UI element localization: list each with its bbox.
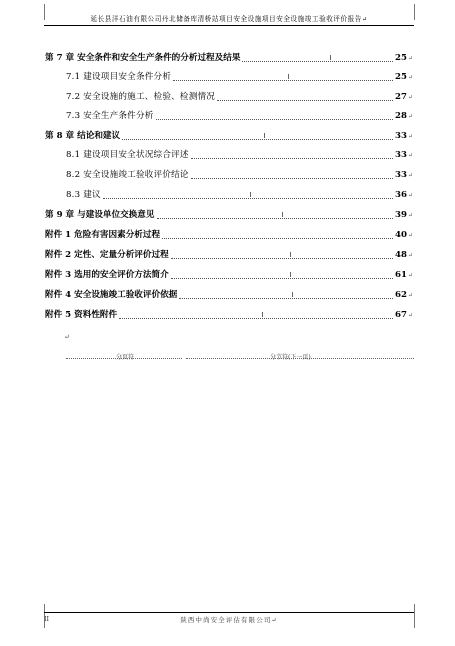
toc-para-mark: ↵ (407, 312, 413, 319)
toc-para-mark: ↵ (407, 152, 413, 159)
toc-leader-dots (171, 258, 393, 259)
toc-para-mark: ↵ (407, 212, 413, 219)
toc-para-mark: ↵ (407, 74, 413, 81)
toc-entry-label: 第 7 章 安全条件和安全生产条件的分析过程及结果 (45, 53, 241, 63)
section-break-label: 分节符(下一页) (270, 354, 311, 361)
toc-entry-page: 25 (395, 72, 407, 82)
toc-entry-label: 附件 4 安全设施竣工验收评价依据 (45, 290, 178, 300)
toc-entry-label: 8.1 建设项目安全状况综合评述 (66, 150, 189, 160)
toc-entry-label: 7.2 安全设施的施工、检验、检测情况 (66, 92, 216, 102)
toc-para-mark: ↵ (407, 272, 413, 279)
toc-entry[interactable] (45, 53, 413, 64)
toc-entry-page: 33 (395, 150, 407, 160)
toc-entry[interactable] (66, 72, 413, 83)
toc-para-mark: ↵ (407, 133, 413, 140)
toc-entry[interactable] (45, 230, 413, 241)
toc-entry-page: 67 (395, 310, 407, 320)
toc-entry-page: 25 (395, 53, 407, 63)
toc-entry[interactable] (66, 150, 413, 161)
tab-stop-marker (250, 192, 251, 197)
tab-stop-marker (330, 55, 331, 60)
toc-leader-dots (157, 218, 394, 219)
toc-entry-page: 40 (395, 230, 407, 240)
toc-leader-dots (179, 298, 393, 299)
page-footer (44, 615, 414, 624)
toc-leader-dots (162, 238, 393, 239)
toc-entry[interactable] (66, 92, 413, 103)
toc-para-mark: ↵ (407, 192, 413, 199)
toc-leader-dots (122, 139, 393, 140)
toc-entry[interactable] (66, 190, 413, 201)
crop-mark-top-right-v (414, 4, 415, 20)
tab-stop-marker (290, 272, 291, 277)
toc-para-mark: ↵ (407, 252, 413, 259)
toc-entry-label: 附件 2 定性、定量分析评价过程 (45, 250, 169, 260)
toc-entry-label: 7.1 建设项目安全条件分析 (66, 72, 172, 82)
tab-stop-marker (262, 312, 263, 317)
tab-stop-marker (282, 212, 283, 217)
toc-leader-dots (156, 119, 393, 120)
toc-entry-label: 8.2 安全设施竣工验收评价结论 (66, 170, 189, 180)
toc-entry[interactable] (66, 111, 413, 122)
toc-entry-label: 附件 3 选用的安全评价方法简介 (45, 270, 169, 280)
footer-company: 陕西中尚安全评估有限公司 (180, 616, 272, 624)
toc-entry-label: 7.3 安全生产条件分析 (66, 111, 154, 121)
header-title: 延长县洋石油有限公司丹北储备库清桥站项目安全设施项目安全设施竣工验收评价报告 (90, 15, 362, 23)
toc-para-mark: ↵ (407, 113, 413, 120)
toc-entry[interactable] (45, 210, 413, 221)
toc-para-mark: ↵ (407, 232, 413, 239)
toc-leader-dots (217, 100, 393, 101)
toc-entry-label: 第 9 章 与建设单位交换意见 (45, 210, 155, 220)
toc-entry-page: 36 (395, 190, 407, 200)
header-rule (44, 25, 414, 26)
tab-stop-marker (264, 133, 265, 138)
toc-entry-page: 62 (395, 290, 407, 300)
page-header (44, 13, 414, 23)
toc-entry[interactable] (45, 250, 413, 261)
toc-entry-page: 48 (395, 250, 407, 260)
toc-entry-label: 附件 5 资料性附件 (45, 310, 118, 320)
toc-entry-page: 33 (395, 131, 407, 141)
toc-entry-page: 27 (395, 92, 407, 102)
toc-leader-dots (173, 80, 393, 81)
toc-entry[interactable] (45, 290, 413, 301)
toc-leader-dots (191, 178, 393, 179)
toc-leader-dots (119, 318, 393, 319)
toc-para-mark: ↵ (407, 94, 413, 101)
toc-entry[interactable] (45, 131, 413, 142)
toc-entry-label: 第 8 章 结论和建议 (45, 131, 121, 141)
toc-entry-label: 8.3 建议 (66, 190, 101, 200)
header-para-mark: ↵ (361, 16, 368, 23)
toc-entry[interactable] (66, 170, 413, 181)
toc-entry-page: 61 (395, 270, 407, 280)
page-break-label: 分页符 (116, 354, 135, 361)
paragraph-mark: ↵ (64, 333, 70, 341)
toc-entry-page: 39 (395, 210, 407, 220)
toc-para-mark: ↵ (407, 55, 413, 62)
toc-entry-page: 33 (395, 170, 407, 180)
toc-entry[interactable] (45, 270, 413, 281)
tab-stop-marker (290, 252, 291, 257)
toc-entry[interactable] (45, 310, 413, 321)
tab-stop-marker (288, 74, 289, 79)
tab-stop-marker (292, 292, 293, 297)
crop-mark-bottom-right-v (414, 604, 415, 628)
toc-para-mark: ↵ (407, 292, 413, 299)
toc-para-mark: ↵ (407, 172, 413, 179)
toc-leader-dots (242, 61, 393, 62)
toc-leader-dots (103, 198, 393, 199)
footer-rule (44, 612, 414, 613)
footer-page-number: II (44, 615, 50, 623)
toc-entry-label: 附件 1 危险有害因素分析过程 (45, 230, 161, 240)
toc-entry-page: 28 (395, 111, 407, 121)
toc-leader-dots (171, 278, 393, 279)
footer-para-mark: ↵ (271, 617, 278, 624)
toc-leader-dots (191, 158, 393, 159)
